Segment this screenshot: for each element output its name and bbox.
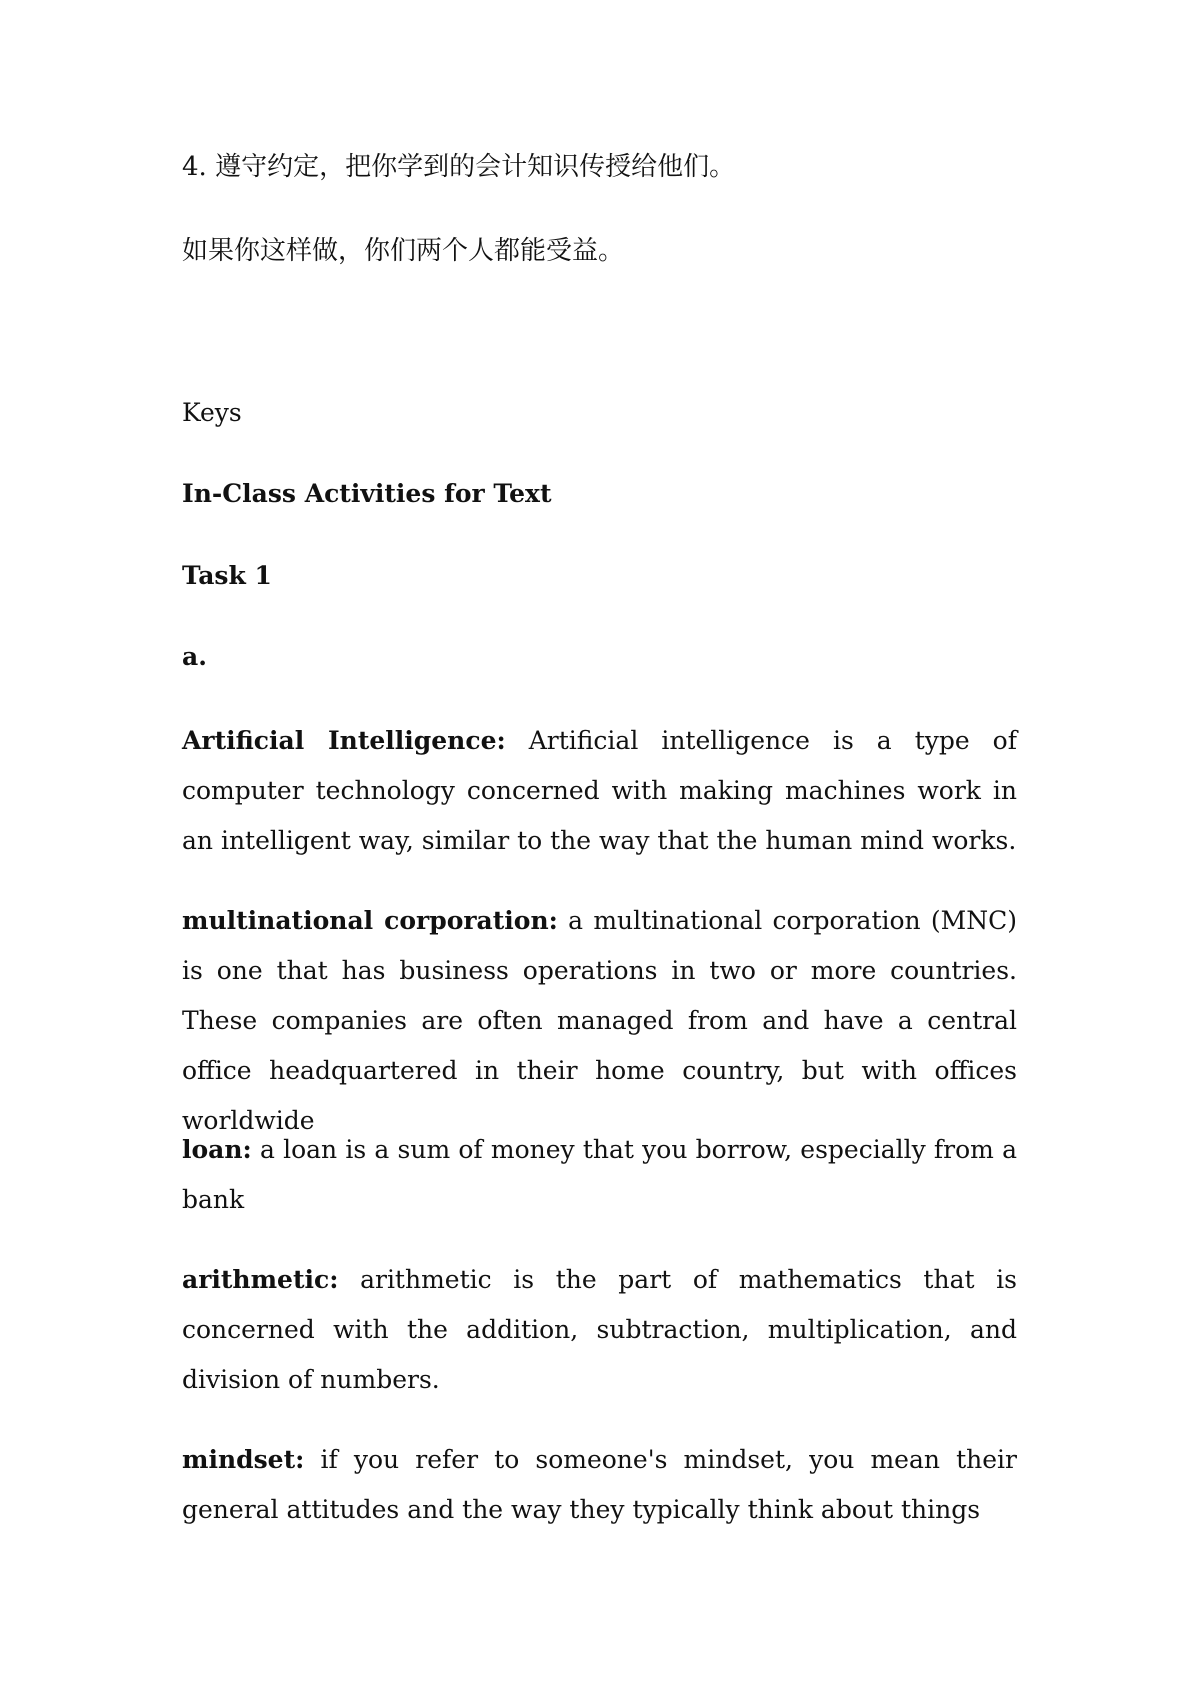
part-label: a. <box>182 642 207 671</box>
chinese-item-4: 4. 遵守约定，把你学到的会计知识传授给他们。 <box>182 152 736 182</box>
definition-text: arithmetic is the part of mathematics that is concerned with the addition, subtraction, multiplication, and division of numbers. <box>182 1265 1017 1394</box>
definition-loan <box>182 1125 1017 1225</box>
section-heading: In-Class Activities for Text <box>182 479 552 508</box>
definition-multinational-corporation <box>182 896 1017 1146</box>
task-heading: Task 1 <box>182 561 272 590</box>
definition-mindset <box>182 1435 1017 1535</box>
definition-term: arithmetic: <box>182 1265 339 1294</box>
definition-term: multinational corporation: <box>182 906 558 935</box>
definition-text: if you refer to someone's mindset, you mean their general attitudes and the way they typically think about things <box>182 1445 1017 1524</box>
definition-term: mindset: <box>182 1445 305 1474</box>
definition-arithmetic <box>182 1255 1017 1405</box>
definition-text: a loan is a sum of money that you borrow, especially from a bank <box>182 1135 1017 1214</box>
keys-label: Keys <box>182 398 242 427</box>
definition-artificial-intelligence <box>182 716 1017 866</box>
definition-text: a multinational corporation (MNC) is one that has business operations in two or more countries. These companies are often managed from and have a central office headquartered in their home country, but with offices worldwide <box>182 906 1018 1135</box>
definition-text: Artificial intelligence is a type of computer technology concerned with making machines work in an intelligent way, similar to the way that the human mind works. <box>182 726 1017 855</box>
chinese-benefit-sentence: 如果你这样做，你们两个人都能受益。 <box>182 236 625 266</box>
definition-term: Artificial Intelligence: <box>182 726 506 755</box>
definition-term: loan: <box>182 1135 252 1164</box>
